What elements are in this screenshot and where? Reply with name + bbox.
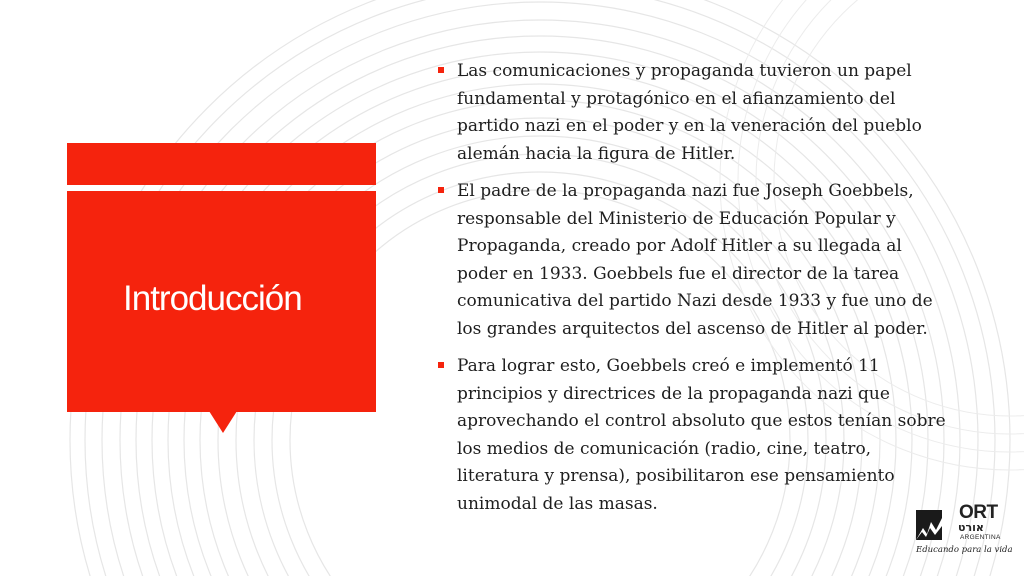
logo-slogan: Educando para la vida: [916, 545, 1013, 555]
bullet-text: Para lograr esto, Goebbels creó e implementó 11 principios y directrices de la propaganda nazi que aprovechando el control absoluto que estos tenían sobre los medios de comunicación (radio, cine, teatro, literatura y prensa), posibilitaron ese pensamiento unimodal de las masas.: [457, 356, 946, 514]
logo-hebrew-name: אורט: [958, 521, 984, 534]
bullet-list: [437, 58, 957, 528]
square-bullet-icon: [438, 362, 444, 368]
bullet-text: El padre de la propaganda nazi fue Joseph Goebbels, responsable del Ministerio de Educación Popular y Propaganda, creado por Adolf Hitler a su llegada al poder en 1933. Goebbels fue el director de la tarea comunicativa del partido Nazi desde 1933 y fue uno de los grandes arquitectos del ascenso de Hitler al poder.: [457, 181, 933, 339]
title-accent-band: [67, 143, 376, 185]
logo-country: ARGENTINA: [960, 534, 1001, 541]
bullet-item: [437, 58, 957, 168]
ort-logo: [914, 502, 1014, 560]
square-bullet-icon: [438, 67, 444, 73]
slide-title: Introducción: [123, 279, 302, 318]
ort-emblem-icon: [914, 508, 944, 542]
logo-name: ORT: [959, 502, 998, 523]
title-box-pointer: [209, 411, 237, 433]
bullet-item: [437, 178, 957, 343]
square-bullet-icon: [438, 187, 444, 193]
bullet-text: Las comunicaciones y propaganda tuvieron un papel fundamental y protagónico en el afianzamiento del partido nazi en el poder y en la veneración del pueblo alemán hacia la figura de Hitler.: [457, 61, 922, 164]
bullet-item: [437, 353, 957, 518]
